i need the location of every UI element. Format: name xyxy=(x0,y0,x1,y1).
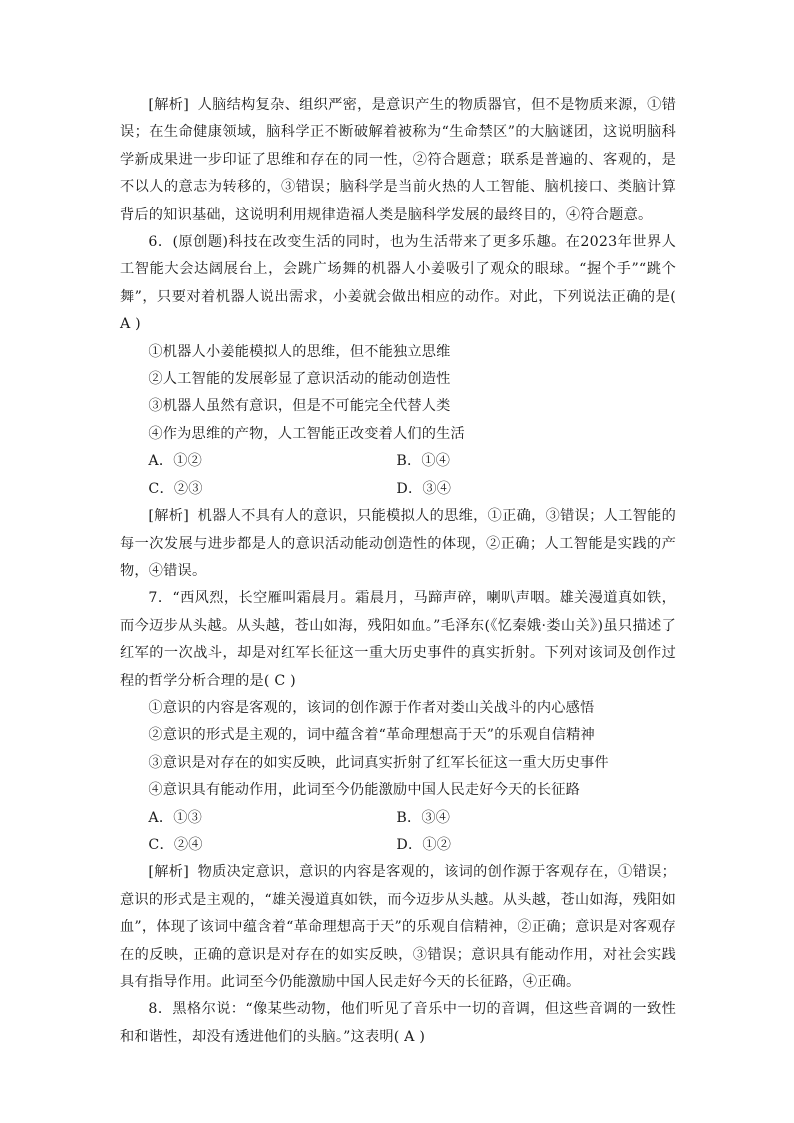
q6-item-4: ④作为思维的产物，人工智能正改变着人们的生活 xyxy=(148,425,465,442)
q7-item-1: ①意识的内容是客观的，该词的创作源于作者对娄山关战斗的内心感悟 xyxy=(148,699,595,716)
analysis-label: [解析] xyxy=(148,864,189,881)
q6-choice-d: D．③④ xyxy=(396,480,452,497)
analysis-text: 物质决定意识，意识的内容是客观的，该词的创作源于客观存在，①错误；意识的形式是主观的，“雄关漫道真如铁，而今迈步从头越。从头越，苍山如海，残阳如血”，体现了该词中蕴含着“革命理想高于天”的乐观自信精神，②正确；意识是对客观存在的反映，正确的意识是对存在的如实反映，③错误；意识具有能动作用，对社会实践具有指导作用。此词至今仍能激励中国人民走好今天的长征路，④正确。 xyxy=(120,864,676,990)
q6-choice-b: B．①④ xyxy=(396,453,451,470)
analysis-text: 机器人不具有人的意识，只能模拟人的思维，①正确，③错误；人工智能的每一次发展与进步都是人的意识活动能动创造性的体现，②正确；人工智能是实践的产物，④错误。 xyxy=(120,508,676,579)
q7-choice-c: C．②④ xyxy=(148,836,203,853)
q7-item-4: ④意识具有能动作用，此词至今仍能激励中国人民走好今天的长征路 xyxy=(148,782,581,799)
q7-stem: 7．“西风烈，长空雁叫霜晨月。霜晨月，马蹄声碎，喇叭声咽。雄关漫道真如铁，而今迈步从头越。从头越，苍山如海，残阳如血。”毛泽东(《忆秦娥·娄山关》)虽只描述了红军的一次战斗，却是对红军长征这一重大历史事件的真实折射。下列对该词及创作过程的哲学分析合理的是( C ) xyxy=(120,590,676,689)
q6-item-1: ①机器人小姜能模拟人的思维，但不能独立思维 xyxy=(148,343,451,360)
analysis-label: [解析] xyxy=(148,508,189,525)
q6-choices-row-2 xyxy=(120,476,676,503)
q6-choices-row-1 xyxy=(120,448,676,475)
q6-choice-c: C．②③ xyxy=(148,480,203,497)
q7-item-3: ③意识是对存在的如实反映，此词真实折射了红军长征这一重大历史事件 xyxy=(148,754,609,771)
q7-choice-b: B．③④ xyxy=(396,809,451,826)
q8-stem: 8．黑格尔说：“像某些动物，他们听见了音乐中一切的音调，但这些音调的一致性和和谐性，却没有透进他们的头脑。”这表明( A ) xyxy=(120,1001,676,1045)
q7-choices-row-2 xyxy=(120,832,676,859)
q6-choice-a: A．①② xyxy=(148,453,202,470)
q6-item-2: ②人工智能的发展彰显了意识活动的能动创造性 xyxy=(148,371,451,388)
analysis-text: 人脑结构复杂、组织严密，是意识产生的物质器官，但不是物质来源，①错误；在生命健康领域，脑科学正不断破解着被称为“生命禁区”的大脑谜团，这说明脑科学新成果进一步印证了思维和存在的同一性，②符合题意；联系是普遍的、客观的，是不以人的意志为转移的，③错误；脑科学是当前火热的人工智能、脑机接口、类脑计算背后的知识基础，这说明利用规律造福人类是脑科学发展的最终目的，④符合题意。 xyxy=(120,97,676,223)
document-page xyxy=(120,92,676,1051)
q7-analysis xyxy=(120,859,676,996)
q6-analysis xyxy=(120,503,676,585)
q7-choice-a: A．①③ xyxy=(148,809,202,826)
q5-analysis xyxy=(120,92,676,229)
analysis-label: [解析] xyxy=(148,97,189,113)
q7-choices-row-1 xyxy=(120,805,676,832)
q7-choice-d: D．①② xyxy=(396,836,452,853)
q6-stem: 6．(原创题)科技在改变生活的同时，也为生活带来了更多乐趣。在2023年世界人工智能大会达阔展台上，会跳广场舞的机器人小姜吸引了观众的眼球。“握个手”“跳个舞”，只要对着机器人说出需求，小姜就会做出相应的动作。对此，下列说法正确的是( A ) xyxy=(120,234,676,333)
q7-item-2: ②意识的形式是主观的，词中蕴含着“革命理想高于天”的乐观自信精神 xyxy=(148,727,595,744)
q6-item-3: ③机器人虽然有意识，但是不可能完全代替人类 xyxy=(148,398,451,415)
